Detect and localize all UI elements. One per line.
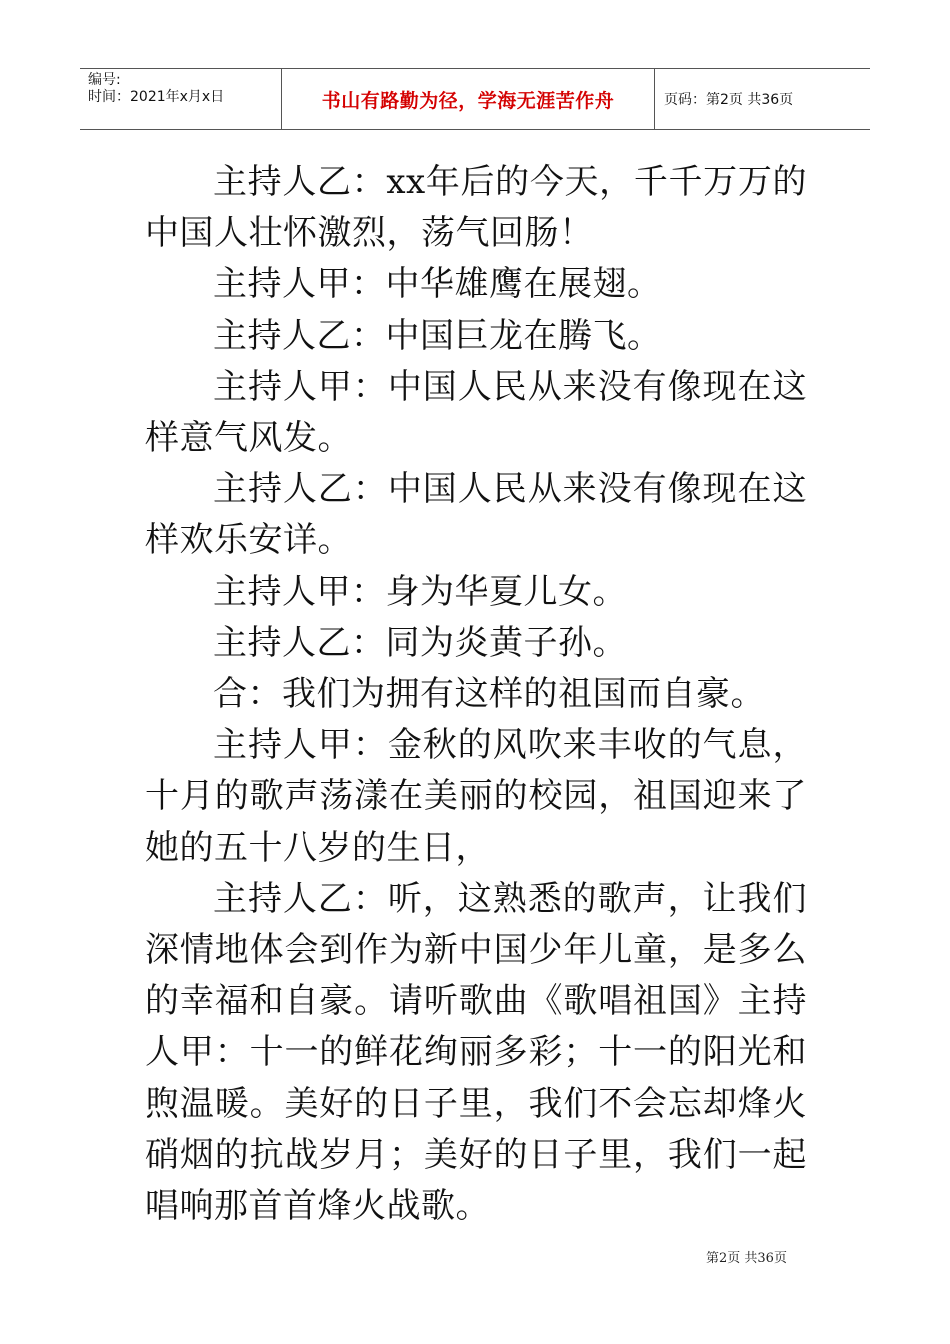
paragraph: 主持人乙：听，这熟悉的歌声，让我们深情地体会到作为新中国少年儿童，是多么的幸福和自豪。请听歌曲《歌唱祖国》主持人甲：十一的鲜花绚丽多彩；十一的阳光和煦温暖。美好的日子里，我们不会忘却烽火硝烟的抗战岁月；美好的日子里，我们一起唱响那首首烽火战歌。 [145,878,807,1227]
paragraph: 主持人甲：中华雄鹰在展翅。 [213,264,662,305]
document-date-label: 时间：2021年x月x日 [88,89,225,105]
page-footer [706,1247,787,1266]
header-motto: 书山有路勤为径，学海无涯苦作舟 [321,89,615,112]
header-page-number: 页码：第2页 共36页 [664,92,794,108]
paragraph: 主持人乙：xx年后的今天，千千万万的中国人壮怀激烈，荡气回肠！ [145,162,807,254]
paragraph: 主持人甲：中国人民从来没有像现在这样意气风发。 [145,366,807,459]
paragraph: 合：我们为拥有这样的祖国而自豪。 [213,674,765,715]
document-number-label: 编号: [88,72,121,88]
paragraph: 主持人甲：身为华夏儿女。 [213,571,627,612]
footer-page-number: 第2页 共36页 [706,1251,787,1266]
header-page-cell [654,69,870,129]
paragraph: 主持人乙：同为炎黄子孙。 [213,622,627,663]
paragraph: 主持人甲：金秋的风吹来丰收的气息，十月的歌声荡漾在美丽的校园，祖国迎来了她的五十八岁的生日， [145,725,807,868]
document-body [145,157,807,1232]
paragraph: 主持人乙：中国人民从来没有像现在这样欢乐安详。 [145,469,807,561]
page-header [80,68,870,130]
header-motto-cell [282,69,655,129]
header-meta [80,69,282,129]
paragraph: 主持人乙：中国巨龙在腾飞。 [213,315,662,356]
